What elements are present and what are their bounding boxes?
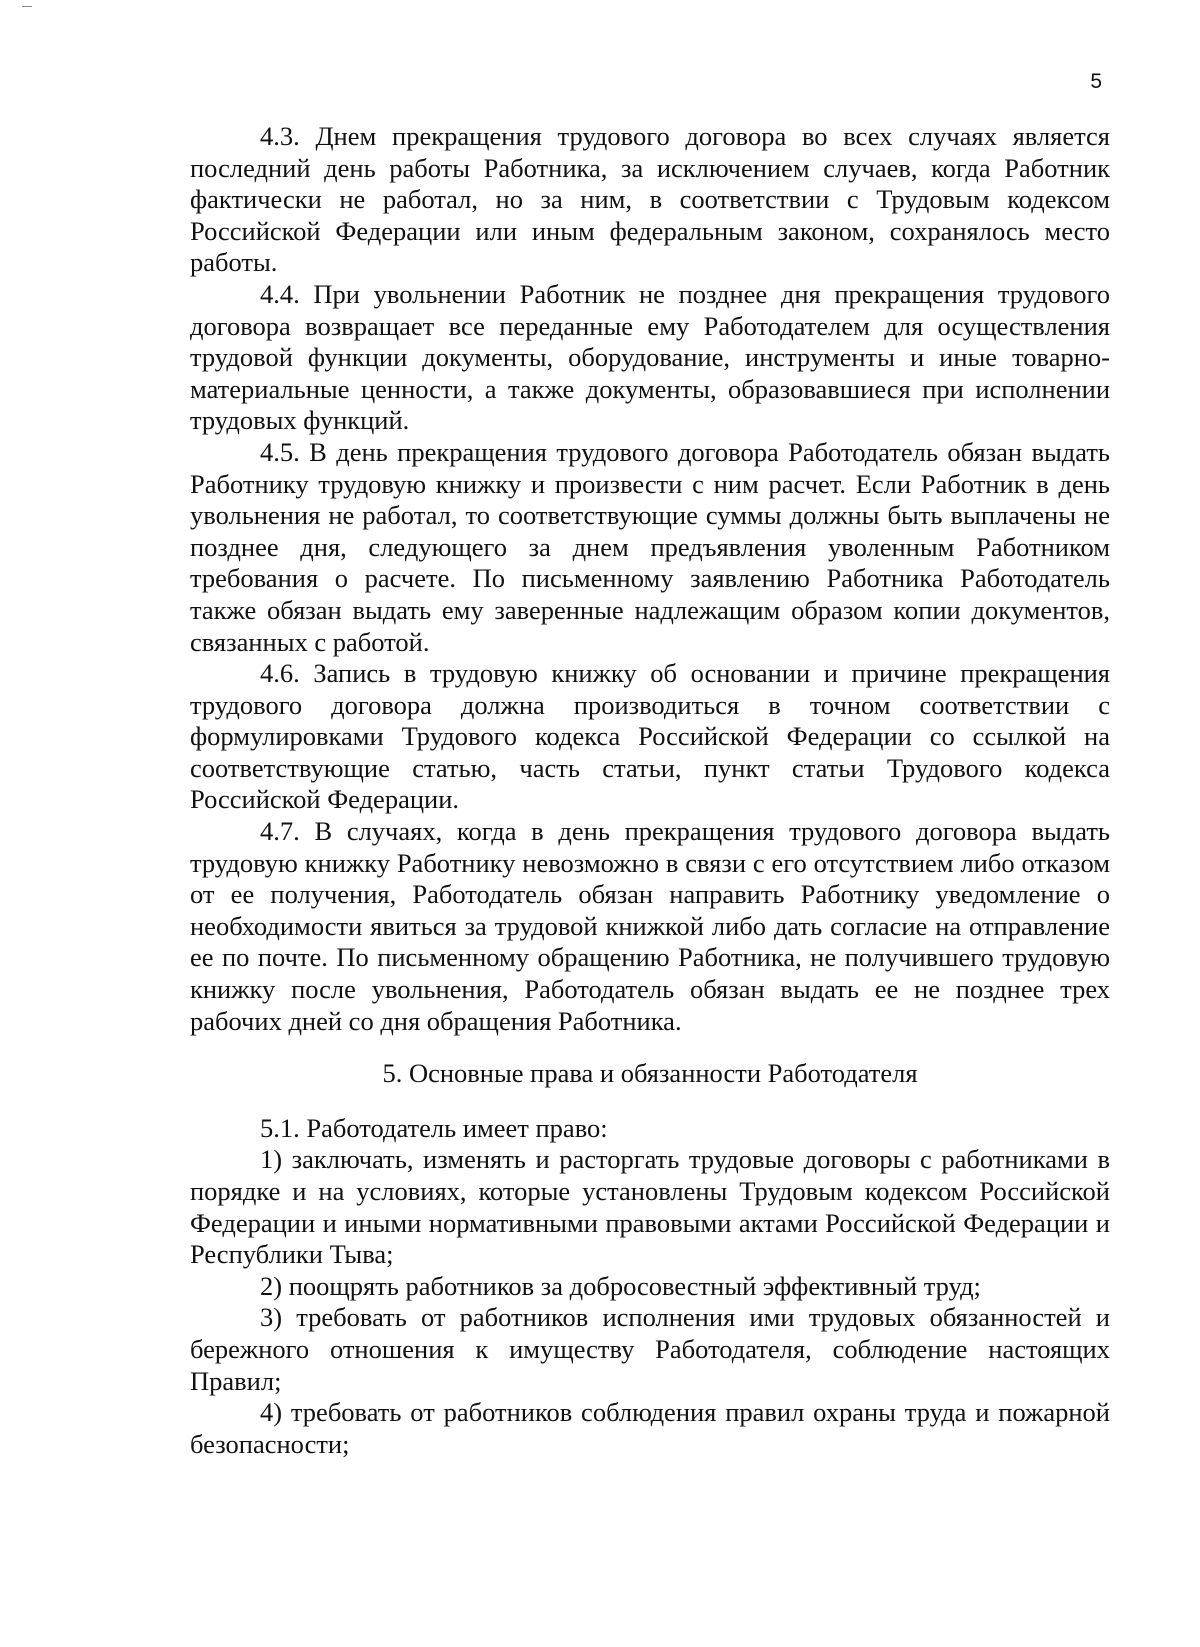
paragraph-4-7: 4.7. В случаях, когда в день прекращения трудового договора выдать трудовую книжку Работнику невозможно в связи с его отсутствием либо отказом от ее получения, Работодатель обязан направить Работнику уведомление о необходимости явиться за трудовой книжкой либо дать согласие на отправление ее по почте. По письменному обращению Работника, не получившего трудовую книжку после увольнения, Работодатель обязан выдать ее не позднее трех рабочих дней со дня обращения Работника. (190, 816, 1110, 1036)
list-item-1: 1) заключать, изменять и расторгать трудовые договоры с работниками в порядке и на условиях, которые установлены Трудовым кодексом Российской Федерации и иными нормативными правовыми актами Российской Федерации и Республики Тыва; (190, 1144, 1110, 1270)
section-heading: 5. Основные права и обязанности Работодателя (382, 1058, 918, 1089)
list-item-4: 4) требовать от работников соблюдения правил охраны труда и пожарной безопасности; (190, 1397, 1110, 1459)
document-body (190, 121, 1110, 1460)
list-item-3: 3) требовать от работников исполнения ими трудовых обязанностей и бережного отношения к имуществу Работодателя, соблюдение настоящих Правил; (190, 1302, 1110, 1396)
paragraph-5-1: 5.1. Работодатель имеет право: (260, 1112, 608, 1143)
list-item-2: 2) поощрять работников за добросовестный эффективный труд; (260, 1270, 981, 1301)
paragraph-4-6: 4.6. Запись в трудовую книжку об основании и причине прекращения трудового договора должна производиться в точном соответствии с формулировками Трудового кодекса Российской Федерации со ссылкой на соответствующие статью, часть статьи, пункт статьи Трудового кодекса Российской Федерации. (190, 658, 1110, 815)
scan-artifact (22, 6, 32, 7)
page-number: 5 (1090, 70, 1102, 93)
paragraph-4-4: 4.4. При увольнении Работник не позднее дня прекращения трудового договора возвращает все переданные ему Работодателем для осуществления трудовой функции документы, оборудование, инструменты и иные товарно-материальные ценности, а также документы, образовавшиеся при исполнении трудовых функций. (190, 278, 1110, 436)
paragraph-4-3: 4.3. Днем прекращения трудового договора во всех случаях является последний день работы Работника, за исключением случаев, когда Работник фактически не работал, но за ним, в соответствии с Трудовым кодексом Российской Федерации или иным федеральным законом, сохранялось место работы. (190, 121, 1110, 278)
paragraph-4-5: 4.5. В день прекращения трудового договора Работодатель обязан выдать Работнику трудовую книжку и произвести с ним расчет. Если Работник в день увольнения не работал, то соответствующие суммы должны быть выплачены не позднее дня, следующего за днем предъявления уволенным Работником требования о расчете. По письменному заявлению Работника Работодатель также обязан выдать ему заверенные надлежащим образом копии документов, связанных с работой. (190, 436, 1110, 657)
